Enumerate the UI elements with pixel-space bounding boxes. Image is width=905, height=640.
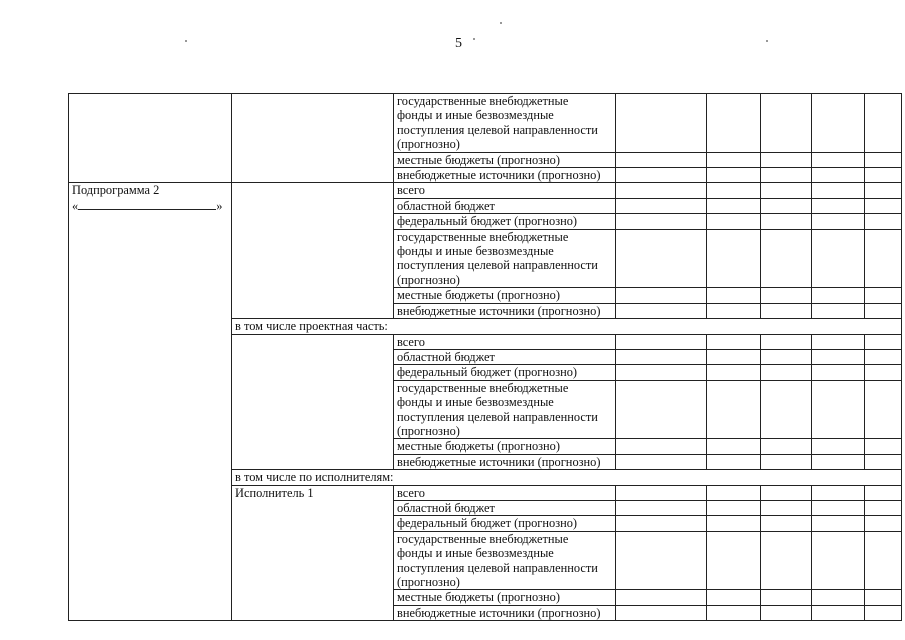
value-cell[interactable]: [616, 500, 707, 515]
value-cell[interactable]: [812, 605, 865, 620]
value-cell[interactable]: [707, 229, 761, 288]
value-cell[interactable]: [707, 183, 761, 198]
value-cell[interactable]: [812, 214, 865, 229]
project-part-header: в том числе проектная часть:: [232, 319, 902, 334]
value-cell[interactable]: [616, 152, 707, 167]
value-cell[interactable]: [865, 349, 902, 364]
value-cell[interactable]: [761, 198, 812, 213]
value-cell[interactable]: [616, 214, 707, 229]
source-cell: местные бюджеты (прогнозно): [394, 590, 616, 605]
executor-cell: [232, 183, 394, 319]
value-cell[interactable]: [616, 590, 707, 605]
value-cell[interactable]: [761, 516, 812, 531]
value-cell[interactable]: [865, 94, 902, 153]
source-cell: местные бюджеты (прогнозно): [394, 288, 616, 303]
value-cell[interactable]: [812, 516, 865, 531]
value-cell[interactable]: [761, 94, 812, 153]
executor-cell: [232, 334, 394, 470]
scan-speck: [766, 40, 768, 42]
scan-speck: [500, 22, 502, 24]
value-cell[interactable]: [707, 303, 761, 318]
value-cell[interactable]: [761, 288, 812, 303]
table-row: [69, 94, 902, 153]
value-cell[interactable]: [616, 349, 707, 364]
scan-speck: [185, 40, 187, 42]
source-line: государственные внебюджетные: [397, 531, 569, 546]
source-line: фонды и иные безвозмездные: [397, 244, 554, 259]
value-cell[interactable]: [865, 516, 902, 531]
source-cell: всего: [394, 334, 616, 349]
source-line: государственные внебюджетные: [397, 380, 569, 395]
source-cell: федеральный бюджет (прогнозно): [394, 365, 616, 380]
value-cell[interactable]: [707, 94, 761, 153]
value-cell[interactable]: [812, 152, 865, 167]
value-cell[interactable]: [616, 168, 707, 183]
value-cell[interactable]: [812, 454, 865, 469]
value-cell[interactable]: [812, 303, 865, 318]
subprogram-title: Подпрограмма 2: [72, 183, 160, 198]
value-cell[interactable]: [812, 380, 865, 439]
value-cell[interactable]: [812, 288, 865, 303]
value-cell[interactable]: [761, 152, 812, 167]
executor-cell: [232, 94, 394, 183]
value-cell[interactable]: [761, 183, 812, 198]
value-cell[interactable]: [761, 334, 812, 349]
value-cell[interactable]: [865, 500, 902, 515]
source-cell: [394, 531, 616, 590]
value-cell[interactable]: [616, 516, 707, 531]
value-cell[interactable]: [616, 454, 707, 469]
value-cell[interactable]: [761, 365, 812, 380]
value-cell[interactable]: [707, 454, 761, 469]
value-cell[interactable]: [707, 605, 761, 620]
value-cell[interactable]: [616, 531, 707, 590]
value-cell[interactable]: [865, 531, 902, 590]
value-cell[interactable]: [707, 590, 761, 605]
value-cell[interactable]: [812, 94, 865, 153]
scan-speck: [473, 38, 475, 40]
value-cell[interactable]: [616, 439, 707, 454]
funding-table: [68, 93, 902, 621]
value-cell[interactable]: [761, 590, 812, 605]
value-cell[interactable]: [707, 380, 761, 439]
executor-1-cell: Исполнитель 1: [232, 485, 394, 621]
value-cell[interactable]: [616, 334, 707, 349]
value-cell[interactable]: [707, 152, 761, 167]
value-cell[interactable]: [865, 380, 902, 439]
value-cell[interactable]: [761, 349, 812, 364]
value-cell[interactable]: [616, 605, 707, 620]
source-cell: внебюджетные источники (прогнозно): [394, 605, 616, 620]
value-cell[interactable]: [761, 485, 812, 500]
value-cell[interactable]: [812, 531, 865, 590]
source-line: (прогнозно): [397, 423, 460, 438]
source-line: фонды и иные безвозмездные: [397, 395, 554, 410]
source-line: государственные внебюджетные: [397, 229, 569, 244]
value-cell[interactable]: [707, 365, 761, 380]
value-cell[interactable]: [707, 334, 761, 349]
value-cell[interactable]: [865, 229, 902, 288]
subprogram-name-blank: [72, 198, 230, 213]
value-cell[interactable]: [616, 198, 707, 213]
source-cell: [394, 229, 616, 288]
value-cell[interactable]: [616, 485, 707, 500]
source-cell: областной бюджет: [394, 198, 616, 213]
source-line: поступления целевой направленности: [397, 560, 598, 575]
source-line: (прогнозно): [397, 137, 460, 152]
value-cell[interactable]: [865, 288, 902, 303]
value-cell[interactable]: [707, 168, 761, 183]
value-cell[interactable]: [812, 349, 865, 364]
value-cell[interactable]: [865, 454, 902, 469]
value-cell[interactable]: [865, 590, 902, 605]
value-cell[interactable]: [616, 288, 707, 303]
value-cell[interactable]: [616, 365, 707, 380]
source-cell: внебюджетные источники (прогнозно): [394, 168, 616, 183]
subprogram-cell: [69, 94, 232, 183]
value-cell[interactable]: [761, 605, 812, 620]
quote-open: «: [72, 198, 79, 213]
value-cell[interactable]: [761, 380, 812, 439]
value-cell[interactable]: [707, 531, 761, 590]
value-cell[interactable]: [616, 229, 707, 288]
source-cell: областной бюджет: [394, 500, 616, 515]
source-line: (прогнозно): [397, 575, 460, 589]
source-cell: всего: [394, 485, 616, 500]
source-cell: [394, 380, 616, 439]
by-executors-header: в том числе по исполнителям:: [232, 470, 902, 485]
value-cell[interactable]: [812, 365, 865, 380]
value-cell[interactable]: [865, 198, 902, 213]
value-cell[interactable]: [812, 168, 865, 183]
value-cell[interactable]: [707, 349, 761, 364]
value-cell[interactable]: [707, 485, 761, 500]
page-number: 5: [455, 36, 462, 51]
source-line: государственные внебюджетные: [397, 94, 569, 108]
value-cell[interactable]: [707, 198, 761, 213]
value-cell[interactable]: [616, 183, 707, 198]
source-cell: внебюджетные источники (прогнозно): [394, 454, 616, 469]
value-cell[interactable]: [761, 454, 812, 469]
source-cell: всего: [394, 183, 616, 198]
value-cell[interactable]: [761, 303, 812, 318]
value-cell[interactable]: [616, 380, 707, 439]
value-cell[interactable]: [865, 605, 902, 620]
source-line: поступления целевой направленности: [397, 409, 598, 424]
value-cell[interactable]: [812, 198, 865, 213]
value-cell[interactable]: [707, 288, 761, 303]
value-cell[interactable]: [616, 303, 707, 318]
value-cell[interactable]: [865, 334, 902, 349]
value-cell[interactable]: [707, 214, 761, 229]
source-line: поступления целевой направленности: [397, 122, 598, 137]
value-cell[interactable]: [812, 500, 865, 515]
table-row: [69, 183, 902, 198]
value-cell[interactable]: [707, 516, 761, 531]
value-cell[interactable]: [865, 485, 902, 500]
subprogram-2-cell: [69, 183, 232, 621]
value-cell[interactable]: [707, 500, 761, 515]
value-cell[interactable]: [761, 500, 812, 515]
value-cell[interactable]: [761, 168, 812, 183]
value-cell[interactable]: [812, 439, 865, 454]
source-cell: областной бюджет: [394, 349, 616, 364]
value-cell[interactable]: [812, 183, 865, 198]
value-cell[interactable]: [865, 365, 902, 380]
value-cell[interactable]: [865, 168, 902, 183]
value-cell[interactable]: [812, 590, 865, 605]
value-cell[interactable]: [812, 485, 865, 500]
source-cell: федеральный бюджет (прогнозно): [394, 214, 616, 229]
value-cell[interactable]: [761, 214, 812, 229]
source-cell: [394, 94, 616, 153]
source-cell: федеральный бюджет (прогнозно): [394, 516, 616, 531]
value-cell[interactable]: [865, 439, 902, 454]
source-cell: внебюджетные источники (прогнозно): [394, 303, 616, 318]
value-cell[interactable]: [812, 229, 865, 288]
value-cell[interactable]: [812, 334, 865, 349]
source-cell: местные бюджеты (прогнозно): [394, 439, 616, 454]
value-cell[interactable]: [865, 214, 902, 229]
value-cell[interactable]: [707, 439, 761, 454]
value-cell[interactable]: [761, 531, 812, 590]
value-cell[interactable]: [616, 94, 707, 153]
quote-close: »: [216, 198, 223, 213]
value-cell[interactable]: [865, 152, 902, 167]
source-line: фонды и иные безвозмездные: [397, 108, 554, 123]
source-line: поступления целевой направленности: [397, 258, 598, 273]
source-line: фонды и иные безвозмездные: [397, 546, 554, 561]
name-underline: [78, 198, 216, 210]
value-cell[interactable]: [865, 303, 902, 318]
value-cell[interactable]: [761, 439, 812, 454]
value-cell[interactable]: [761, 229, 812, 288]
value-cell[interactable]: [865, 183, 902, 198]
source-cell: местные бюджеты (прогнозно): [394, 152, 616, 167]
source-line: (прогнозно): [397, 272, 460, 287]
